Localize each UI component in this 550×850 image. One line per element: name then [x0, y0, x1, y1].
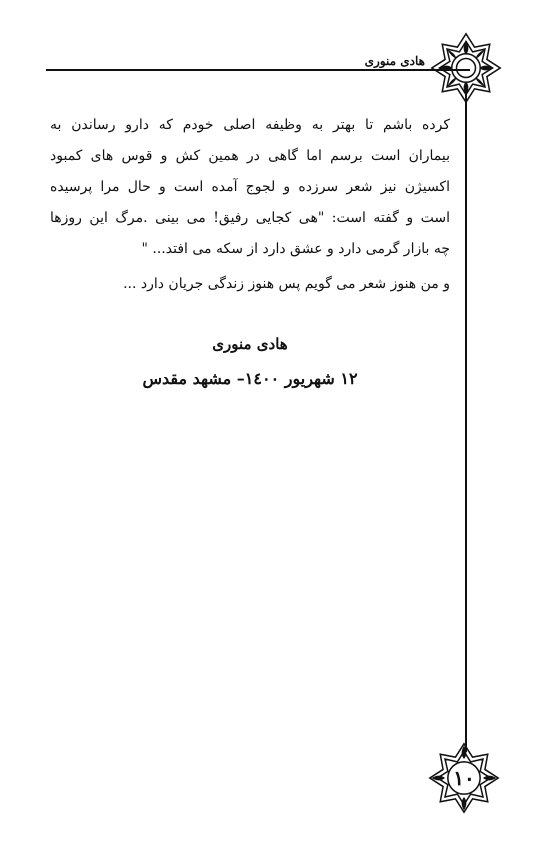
closing-line: و من هنوز شعر می گویم پس هنوز زندگی جریان دارد ...	[123, 276, 450, 292]
margin-rule	[465, 92, 467, 752]
body-line: بیماران است برسم اما گاهی در همین کش و قوس های کمبود	[50, 148, 450, 164]
running-header-author: هادی منوری	[364, 54, 425, 68]
body-line: چه بازار گرمی دارد و عشق دارد از سکه می افتد... "	[141, 241, 450, 257]
signature-date-place: ۱۲ شهریور ۱٤۰۰– مشهد مقدس	[142, 369, 358, 388]
body-text	[50, 110, 450, 300]
body-line: است و گفته است: "هی کجایی رفیق! می بینی .مرگ این روزها	[50, 210, 450, 226]
body-line: اکسیژن نیز شعر سرزده و لجوج آمده است و حال مرا پرسیده	[50, 179, 450, 195]
page-number: ۱۰	[453, 766, 475, 790]
signature-name: هادی منوری	[212, 335, 288, 353]
body-line: کرده باشم تا بهتر به وظیفه اصلی خودم که دارو رساندن به	[50, 117, 450, 133]
header-rule	[46, 69, 470, 71]
ornament-top-icon	[428, 30, 504, 106]
